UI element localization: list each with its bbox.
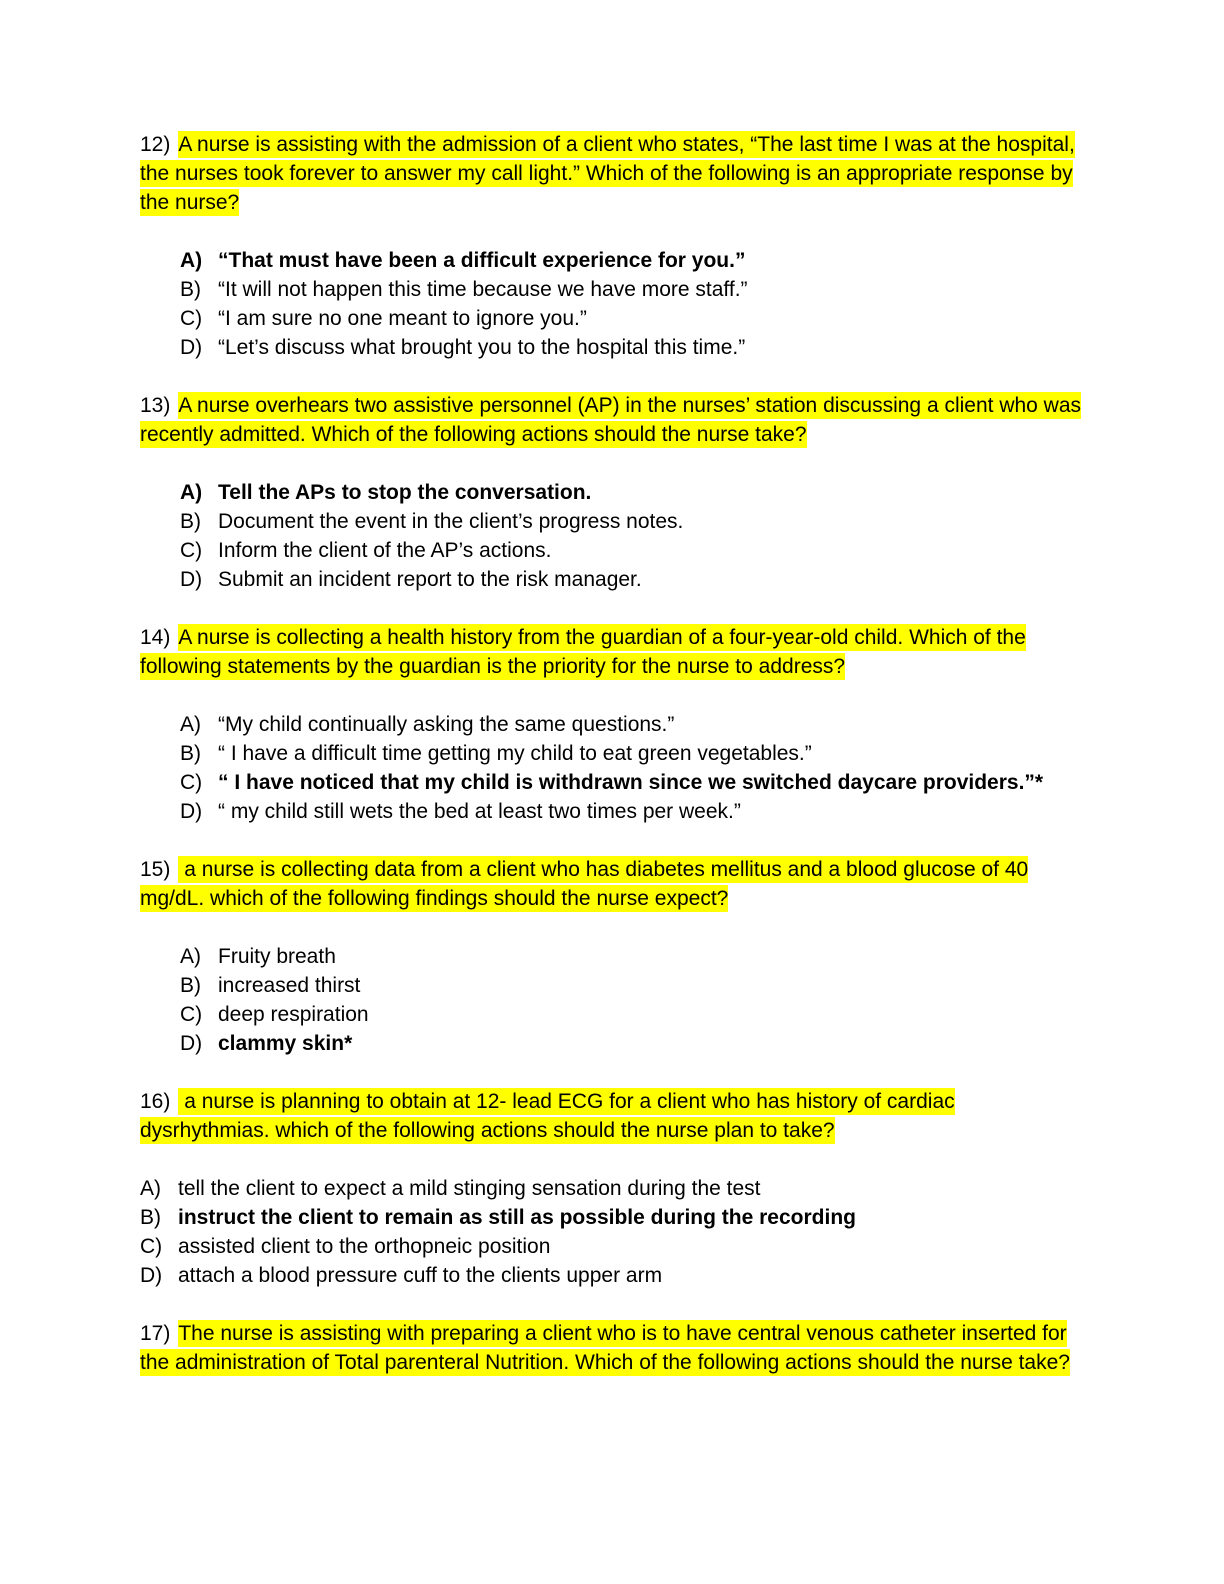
option-label: A) bbox=[180, 945, 201, 968]
question-number: 15) bbox=[140, 858, 171, 881]
option-label: B) bbox=[180, 742, 201, 765]
option-label: D) bbox=[140, 1264, 163, 1287]
question-block bbox=[140, 1319, 1082, 1377]
option-label: B) bbox=[180, 278, 201, 301]
options-group bbox=[180, 710, 1082, 826]
option-text: “Let’s discuss what brought you to the hospital this time.” bbox=[218, 336, 746, 359]
option-text: “ my child still wets the bed at least two times per week.” bbox=[218, 800, 741, 823]
option-row bbox=[180, 304, 1082, 333]
option-text: “My child continually asking the same questions.” bbox=[218, 713, 675, 736]
option-row bbox=[140, 1261, 1082, 1290]
option-row bbox=[180, 797, 1082, 826]
option-row bbox=[180, 536, 1082, 565]
option-label: A) bbox=[180, 481, 203, 504]
option-row bbox=[180, 246, 1082, 275]
option-row bbox=[180, 333, 1082, 362]
question-block bbox=[140, 130, 1082, 362]
option-row bbox=[180, 275, 1082, 304]
option-label: A) bbox=[140, 1177, 161, 1200]
question-paragraph bbox=[140, 130, 1082, 217]
option-text: increased thirst bbox=[218, 974, 361, 997]
options-group bbox=[180, 246, 1082, 362]
option-text: Document the event in the client’s progress notes. bbox=[218, 510, 684, 533]
option-text: tell the client to expect a mild stinging sensation during the test bbox=[178, 1177, 761, 1200]
option-row bbox=[180, 768, 1082, 797]
option-label: C) bbox=[140, 1235, 163, 1258]
option-text: Inform the client of the AP’s actions. bbox=[218, 539, 552, 562]
option-label: C) bbox=[180, 307, 203, 330]
option-text: “ I have a difficult time getting my child to eat green vegetables.” bbox=[218, 742, 812, 765]
question-paragraph bbox=[140, 1319, 1082, 1377]
option-row bbox=[180, 507, 1082, 536]
option-label: D) bbox=[180, 568, 203, 591]
option-text: “It will not happen this time because we have more staff.” bbox=[218, 278, 748, 301]
question-paragraph bbox=[140, 855, 1082, 913]
question-number: 14) bbox=[140, 626, 171, 649]
option-row bbox=[180, 942, 1082, 971]
option-row bbox=[180, 971, 1082, 1000]
options-group bbox=[180, 478, 1082, 594]
option-text: Fruity breath bbox=[218, 945, 336, 968]
option-row bbox=[140, 1232, 1082, 1261]
option-row bbox=[140, 1174, 1082, 1203]
option-label: C) bbox=[180, 1003, 203, 1026]
option-text: Tell the APs to stop the conversation. bbox=[218, 481, 592, 504]
question-number: 12) bbox=[140, 133, 171, 156]
option-label: C) bbox=[180, 771, 203, 794]
option-row bbox=[180, 478, 1082, 507]
option-row bbox=[180, 565, 1082, 594]
question-paragraph bbox=[140, 391, 1082, 449]
option-text: assisted client to the orthopneic position bbox=[178, 1235, 551, 1258]
question-text: A nurse is collecting a health history from the guardian of a four-year-old child. Which of the following statements by the guardian is the priority for the nurse to address? bbox=[140, 626, 1026, 678]
question-paragraph bbox=[140, 623, 1082, 681]
question-block bbox=[140, 623, 1082, 826]
question-block bbox=[140, 391, 1082, 594]
question-text: The nurse is assisting with preparing a client who is to have central venous catheter inserted for the administration of Total parenteral Nutrition. Which of the following actions should the nurse take? bbox=[140, 1322, 1070, 1374]
option-row bbox=[180, 1000, 1082, 1029]
option-label: A) bbox=[180, 249, 203, 272]
option-text: instruct the client to remain as still as possible during the recording bbox=[178, 1206, 856, 1229]
option-row bbox=[180, 739, 1082, 768]
option-label: B) bbox=[180, 974, 201, 997]
options-group bbox=[180, 942, 1082, 1058]
question-number: 13) bbox=[140, 394, 171, 417]
question-paragraph bbox=[140, 1087, 1082, 1145]
option-label: D) bbox=[180, 336, 203, 359]
option-text: “ I have noticed that my child is withdrawn since we switched daycare providers.”* bbox=[218, 771, 1044, 794]
options-group bbox=[140, 1174, 1082, 1290]
option-text: attach a blood pressure cuff to the clients upper arm bbox=[178, 1264, 663, 1287]
option-label: D) bbox=[180, 1032, 203, 1055]
question-number: 16) bbox=[140, 1090, 171, 1113]
question-text: A nurse overhears two assistive personnel (AP) in the nurses’ station discussing a client who was recently admitted. Which of the following actions should the nurse take? bbox=[140, 394, 1082, 446]
question-block bbox=[140, 855, 1082, 1058]
question-text: A nurse is assisting with the admission of a client who states, “The last time I was at the hospital, the nurses took forever to answer my call light.” Which of the following is an appropriate response by the nurse? bbox=[140, 133, 1075, 214]
questions-container bbox=[140, 130, 1082, 1377]
option-text: Submit an incident report to the risk manager. bbox=[218, 568, 642, 591]
option-text: “That must have been a difficult experience for you.” bbox=[218, 249, 746, 272]
option-text: deep respiration bbox=[218, 1003, 369, 1026]
option-label: A) bbox=[180, 713, 201, 736]
question-text: a nurse is planning to obtain at 12- lead ECG for a client who has history of cardiac dysrhythmias. which of the following actions should the nurse plan to take? bbox=[140, 1090, 955, 1142]
question-block bbox=[140, 1087, 1082, 1290]
option-label: B) bbox=[180, 510, 201, 533]
option-row bbox=[180, 710, 1082, 739]
option-text: clammy skin* bbox=[218, 1032, 353, 1055]
option-label: D) bbox=[180, 800, 203, 823]
option-label: B) bbox=[140, 1206, 161, 1229]
option-text: “I am sure no one meant to ignore you.” bbox=[218, 307, 587, 330]
question-number: 17) bbox=[140, 1322, 171, 1345]
option-label: C) bbox=[180, 539, 203, 562]
option-row bbox=[140, 1203, 1082, 1232]
option-row bbox=[180, 1029, 1082, 1058]
question-text: a nurse is collecting data from a client who has diabetes mellitus and a blood glucose of 40 mg/dL. which of the following findings should the nurse expect? bbox=[140, 858, 1029, 910]
